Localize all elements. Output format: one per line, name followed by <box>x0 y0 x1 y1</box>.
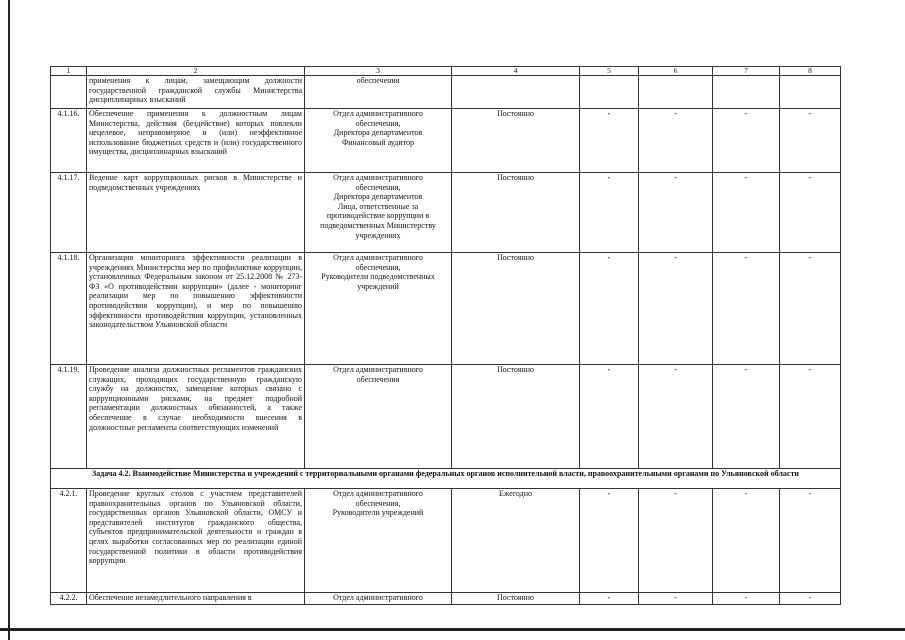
term-cell: Постоянно <box>452 365 580 469</box>
table-row <box>51 593 841 605</box>
measures-table <box>50 66 841 605</box>
item-number: 4.1.19. <box>51 365 87 469</box>
table-row <box>51 253 841 365</box>
item-number: 4.2.2. <box>51 593 87 605</box>
column-header: 4 <box>452 67 580 76</box>
item-number <box>51 76 87 109</box>
column-header: 8 <box>780 67 841 76</box>
term-cell: Постоянно <box>452 109 580 173</box>
term-cell: Постоянно <box>452 173 580 253</box>
value-cell: - <box>780 109 841 173</box>
value-cell: - <box>639 109 713 173</box>
value-cell: - <box>713 109 780 173</box>
table-row <box>51 76 841 109</box>
value-cell: - <box>713 365 780 469</box>
item-number: 4.1.18. <box>51 253 87 365</box>
executor-line: Руководители подведомственных <box>321 272 435 282</box>
executor-line: обеспечения <box>356 76 400 85</box>
value-cell: - <box>713 253 780 365</box>
executor-line: Отдел административного <box>333 593 423 602</box>
executor-line: обеспечения <box>356 374 400 384</box>
executor-line: подведомственных Министерству <box>320 220 436 230</box>
task-heading-row <box>51 469 841 489</box>
term-cell: Постоянно <box>452 593 580 605</box>
column-header: 7 <box>713 67 780 76</box>
executor-line: Отдел административного <box>333 489 423 498</box>
executor-line: Финансовый аудитор <box>341 137 415 147</box>
term-cell <box>452 76 580 109</box>
value-cell: - <box>639 593 713 605</box>
executor-line: Руководители учреждений <box>332 508 424 518</box>
measure-text: применения к лицам, замещающим должности государственной гражданской службы Министерства дисциплинарных взысканий <box>87 76 305 109</box>
executor-line: обеспечения, <box>355 262 401 272</box>
value-cell: - <box>713 489 780 593</box>
value-cell: - <box>713 593 780 605</box>
column-header: 2 <box>87 67 305 76</box>
value-cell: - <box>780 253 841 365</box>
task-heading: Задача 4.2. Взаимодействие Министерства и учреждений с территориальными органами федеральных органов исполнительной власти, правоохранительными органами по Ульяновской области <box>51 469 841 489</box>
value-cell: - <box>580 253 639 365</box>
measure-text: Организация мониторинга эффективности реализации в учреждениях Министерства мер по профилактике коррупции, установленных Федеральным законом от 25.12.2008 № 273-ФЗ «О противодействии коррупции» (далее - мониторинг реализации мер по повышению эффективности противодействия коррупции), и мер по повышению эффективности противодействия коррупции, установленных законодательством Ульяновской области <box>87 253 305 365</box>
executor-cell <box>305 593 452 605</box>
scan-edge-left <box>8 0 10 640</box>
value-cell: - <box>780 489 841 593</box>
measure-text: Обеспечение незамедлительного направления в <box>87 593 305 605</box>
item-number: 4.1.17. <box>51 173 87 253</box>
value-cell <box>580 76 639 109</box>
measure-text: Ведение карт коррупционных рисков в Министерстве и подведомственных учреждениях <box>87 173 305 253</box>
scan-edge-bottom <box>0 628 905 631</box>
executor-cell <box>305 173 452 253</box>
table-row <box>51 173 841 253</box>
value-cell: - <box>780 173 841 253</box>
value-cell: - <box>713 173 780 253</box>
executor-line: Директора департаментов <box>333 192 423 202</box>
table-row <box>51 365 841 469</box>
executor-cell <box>305 76 452 109</box>
executor-line: Отдел административного <box>333 173 423 182</box>
executor-line: обеспечения, <box>355 118 401 128</box>
value-cell <box>780 76 841 109</box>
executor-line: обеспечения, <box>355 498 401 508</box>
item-number: 4.1.16. <box>51 109 87 173</box>
executor-line: Отдел административного <box>333 253 423 262</box>
executor-cell <box>305 489 452 593</box>
executor-line: Директора департаментов <box>333 128 423 138</box>
table-row <box>51 109 841 173</box>
value-cell: - <box>580 593 639 605</box>
item-number: 4.2.1. <box>51 489 87 593</box>
value-cell: - <box>580 173 639 253</box>
column-header: 1 <box>51 67 87 76</box>
term-cell: Постоянно <box>452 253 580 365</box>
value-cell: - <box>580 365 639 469</box>
executor-line: Отдел административного <box>333 365 423 374</box>
value-cell: - <box>639 173 713 253</box>
table-row <box>51 489 841 593</box>
column-number-row <box>51 67 841 76</box>
value-cell: - <box>580 109 639 173</box>
executor-line: учреждениях <box>355 230 401 240</box>
column-header: 6 <box>639 67 713 76</box>
value-cell <box>639 76 713 109</box>
executor-cell <box>305 253 452 365</box>
measure-text: Обеспечение применения к должностным лицам Министерства, действия (бездействие) которых повлекли нецелевое, неправомерное и (или) неэффективное использование бюджетных средств и (или) государственного имущества, дисциплинарных взысканий <box>87 109 305 173</box>
executor-line: Отдел административного <box>333 109 423 118</box>
value-cell: - <box>639 253 713 365</box>
executor-cell <box>305 109 452 173</box>
executor-line: обеспечения, <box>355 182 401 192</box>
value-cell: - <box>780 593 841 605</box>
measure-text: Проведение круглых столов с участием представителей правоохранительных органов по Ульяновской области, государственных органов Ульяновской области, ОМСУ и представителей институтов гражданского общества, субъектов предпринимательской деятельности и граждан в целях выработки согласованных мер по реализации единой государственной политики в области противодействия коррупции <box>87 489 305 593</box>
executor-line: противодействие коррупции в <box>326 211 430 221</box>
value-cell: - <box>639 489 713 593</box>
column-header: 5 <box>580 67 639 76</box>
measure-text: Проведение анализа должностных регламентов гражданских служащих, проходящих государственную гражданскую службу на должностях, замещение которых связано с коррупционными рисками, на предмет подробной регламентации должностных обязанностей, а также обеспечение в случае необходимости внесения в должностные регламенты соответствующих изменений <box>87 365 305 469</box>
term-cell: Ежегодно <box>452 489 580 593</box>
value-cell <box>713 76 780 109</box>
executor-cell <box>305 365 452 469</box>
value-cell: - <box>580 489 639 593</box>
executor-line: Лица, ответственные за <box>337 201 419 211</box>
value-cell: - <box>639 365 713 469</box>
value-cell: - <box>780 365 841 469</box>
column-header: 3 <box>305 67 452 76</box>
executor-line: учреждений <box>357 281 399 291</box>
